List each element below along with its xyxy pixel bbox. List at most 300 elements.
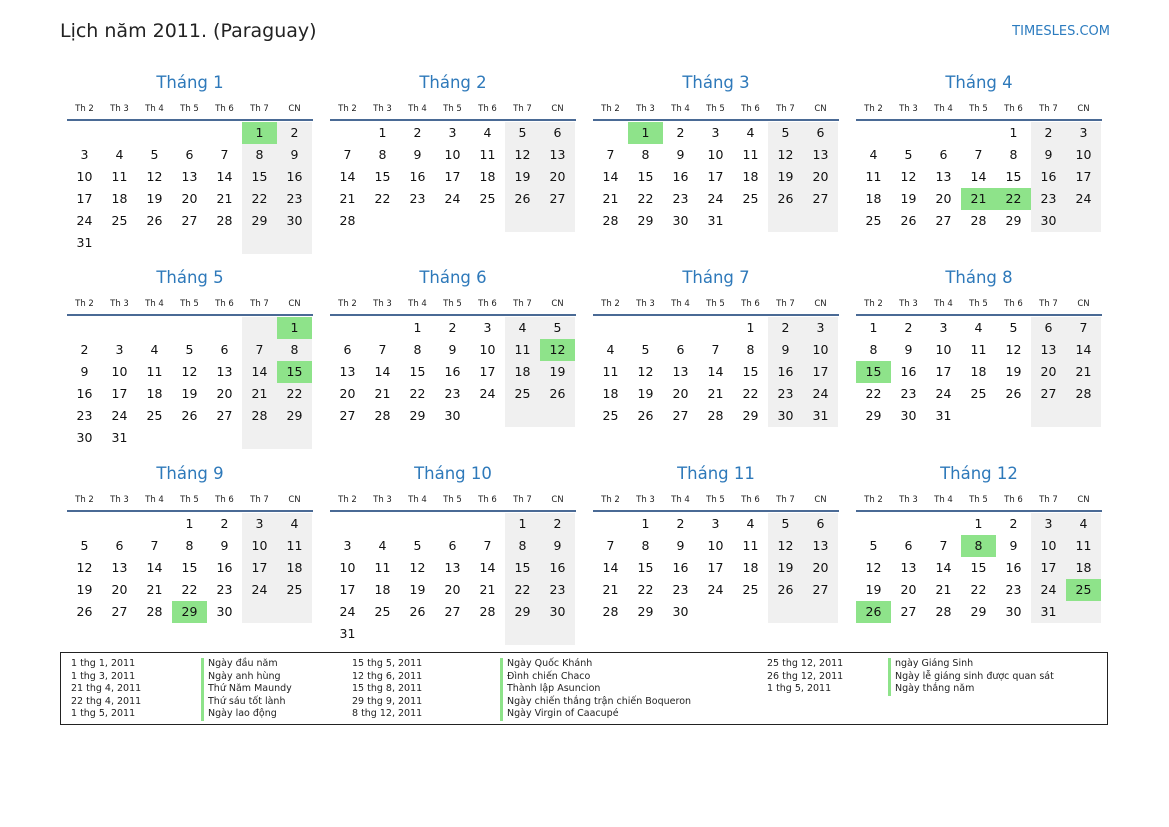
month-2 (330, 72, 576, 232)
day-cell: 25 (970, 386, 987, 401)
empty-cell (435, 210, 470, 232)
day-cell: 15 (1005, 169, 1022, 184)
day-cell: 13 (935, 169, 952, 184)
day-cell: 6 (185, 147, 194, 162)
weekday-label: Th 5 (180, 104, 199, 114)
weekday-label: Th 7 (776, 495, 795, 505)
weekday-label: CN (551, 104, 564, 114)
weekday-label: Th 7 (513, 104, 532, 114)
month-title: Tháng 4 (945, 73, 1013, 92)
day-cell: 18 (1066, 557, 1101, 579)
day-cell: 28 (707, 408, 724, 423)
day-cell: 21 (146, 582, 163, 597)
day-cell: 25 (742, 191, 759, 206)
day-cell: 30 (672, 604, 689, 619)
weekday-label: Th 4 (145, 299, 164, 309)
weekday-label: Th 7 (1039, 299, 1058, 309)
weekday-label: Th 3 (373, 299, 392, 309)
empty-cell (137, 317, 172, 339)
empty-cell (470, 513, 505, 535)
day-cell: 30 (900, 408, 917, 423)
day-cell: 22 (865, 386, 882, 401)
month-11 (593, 463, 839, 623)
empty-cell (172, 232, 207, 254)
legend-names-col-2 (500, 658, 691, 721)
day-cell: 9 (676, 538, 685, 553)
day-cell: 22 (505, 579, 540, 601)
day-cell: 10 (339, 560, 356, 575)
empty-cell (768, 601, 803, 623)
empty-cell (856, 122, 891, 144)
day-cell: 9 (904, 342, 913, 357)
day-cell: 5 (641, 342, 650, 357)
day-cell: 30 (216, 604, 233, 619)
weekday-label: CN (288, 495, 301, 505)
day-cell: 12 (146, 169, 163, 184)
day-cell: 3 (242, 513, 277, 535)
weekday-label: Th 7 (250, 299, 269, 309)
day-grid (330, 316, 575, 427)
page-title: Lịch năm 2011. (Paraguay) (60, 20, 317, 42)
empty-cell (365, 210, 400, 232)
day-cell: 21 (479, 582, 496, 597)
weekday-label: Th 7 (250, 495, 269, 505)
day-cell: 31 (76, 235, 93, 250)
weekday-header (593, 493, 839, 512)
day-grid (856, 121, 1101, 232)
empty-cell (470, 210, 505, 232)
weekday-header (856, 493, 1102, 512)
day-cell: 5 (413, 538, 422, 553)
day-cell: 2 (220, 516, 229, 531)
day-cell: 20 (181, 191, 198, 206)
day-cell: 19 (768, 557, 803, 579)
day-cell: 6 (220, 342, 229, 357)
day-cell: 25 (146, 408, 163, 423)
day-cell: 8 (413, 342, 422, 357)
day-grid (593, 316, 838, 427)
day-cell: 22 (374, 191, 391, 206)
weekday-label: Th 4 (408, 104, 427, 114)
day-cell: 1 (378, 125, 387, 140)
day-cell: 30 (76, 430, 93, 445)
day-cell: 18 (742, 169, 759, 184)
weekday-label: Th 5 (180, 495, 199, 505)
day-cell: 10 (707, 147, 724, 162)
weekday-label: Th 2 (864, 299, 883, 309)
day-cell: 12 (900, 169, 917, 184)
month-title: Tháng 1 (156, 73, 224, 92)
month-title: Tháng 10 (414, 464, 492, 483)
weekday-label: Th 6 (215, 104, 234, 114)
day-cell: 11 (374, 560, 391, 575)
holiday-name: Ngày lễ giáng sinh được quan sát (888, 671, 1054, 684)
day-cell: 7 (378, 342, 387, 357)
day-cell: 4 (505, 317, 540, 339)
empty-cell (242, 601, 277, 623)
weekday-label: CN (814, 299, 827, 309)
weekday-label: Th 6 (741, 495, 760, 505)
day-cell: 27 (111, 604, 128, 619)
empty-cell (1031, 405, 1066, 427)
day-cell: 5 (80, 538, 89, 553)
day-cell: 2 (1009, 516, 1018, 531)
day-cell: 15 (856, 361, 891, 383)
day-cell: 8 (641, 538, 650, 553)
day-cell: 4 (746, 516, 755, 531)
day-cell: 23 (672, 582, 689, 597)
day-cell: 18 (865, 191, 882, 206)
month-title: Tháng 5 (156, 268, 224, 287)
day-cell: 28 (146, 604, 163, 619)
day-cell: 26 (768, 579, 803, 601)
empty-cell (277, 427, 312, 449)
day-cell: 22 (637, 191, 654, 206)
day-cell: 18 (146, 386, 163, 401)
weekday-header (593, 102, 839, 121)
day-cell: 1 (869, 320, 878, 335)
day-cell: 7 (711, 342, 720, 357)
empty-cell (242, 317, 277, 339)
day-cell: 30 (540, 601, 575, 623)
empty-cell (926, 122, 961, 144)
weekday-header (67, 493, 313, 512)
day-cell: 1 (505, 513, 540, 535)
day-cell: 14 (242, 361, 277, 383)
day-cell: 6 (540, 122, 575, 144)
weekday-label: Th 4 (671, 299, 690, 309)
holiday-name: Ngày lao động (201, 708, 292, 721)
day-cell: 21 (374, 386, 391, 401)
month-5 (67, 267, 313, 449)
day-grid (330, 512, 575, 645)
empty-cell (540, 623, 575, 645)
day-cell: 24 (1066, 188, 1101, 210)
day-cell: 10 (76, 169, 93, 184)
empty-cell (137, 427, 172, 449)
weekday-label: CN (1077, 104, 1090, 114)
weekday-label: Th 2 (75, 299, 94, 309)
day-cell: 25 (505, 383, 540, 405)
day-cell: 25 (865, 213, 882, 228)
holiday-date: 25 thg 12, 2011 (767, 658, 844, 669)
empty-cell (137, 122, 172, 144)
weekday-label: Th 3 (110, 299, 129, 309)
day-cell: 3 (939, 320, 948, 335)
day-cell: 19 (76, 582, 93, 597)
weekday-label: CN (1077, 495, 1090, 505)
day-cell: 13 (339, 364, 356, 379)
day-cell: 14 (1066, 339, 1101, 361)
day-cell: 28 (935, 604, 952, 619)
weekday-label: Th 5 (443, 495, 462, 505)
day-cell: 24 (935, 386, 952, 401)
month-1 (67, 72, 313, 254)
day-cell: 16 (277, 166, 312, 188)
day-cell: 15 (970, 560, 987, 575)
day-cell: 10 (444, 147, 461, 162)
weekday-label: Th 5 (969, 104, 988, 114)
day-cell: 12 (76, 560, 93, 575)
day-cell: 25 (111, 213, 128, 228)
holiday-name: Ngày đầu năm (201, 658, 292, 671)
day-cell: 27 (1031, 383, 1066, 405)
day-cell: 1 (1009, 125, 1018, 140)
day-cell: 30 (444, 408, 461, 423)
day-cell: 6 (115, 538, 124, 553)
day-cell: 16 (409, 169, 426, 184)
day-cell: 29 (637, 604, 654, 619)
day-cell: 11 (742, 147, 759, 162)
day-cell: 4 (150, 342, 159, 357)
empty-cell (435, 623, 470, 645)
empty-cell (891, 122, 926, 144)
day-cell: 26 (856, 601, 891, 623)
day-cell: 1 (628, 122, 663, 144)
empty-cell (961, 122, 996, 144)
day-cell: 27 (803, 579, 838, 601)
day-cell: 3 (711, 516, 720, 531)
empty-cell (330, 317, 365, 339)
weekday-label: CN (288, 104, 301, 114)
day-cell: 16 (540, 557, 575, 579)
empty-cell (400, 623, 435, 645)
weekday-label: Th 5 (180, 299, 199, 309)
weekday-label: Th 5 (706, 495, 725, 505)
day-cell: 28 (602, 604, 619, 619)
day-cell: 17 (707, 560, 724, 575)
day-cell: 1 (413, 320, 422, 335)
day-cell: 17 (803, 361, 838, 383)
empty-cell (698, 317, 733, 339)
day-cell: 21 (707, 386, 724, 401)
day-cell: 21 (602, 582, 619, 597)
holiday-name: Ngày chiến thắng trận chiến Boqueron (500, 696, 691, 709)
day-cell: 12 (540, 339, 575, 361)
day-cell: 2 (676, 125, 685, 140)
legend-dates-col-3 (767, 658, 843, 696)
day-cell: 22 (996, 188, 1031, 210)
day-cell: 29 (277, 405, 312, 427)
empty-cell (470, 623, 505, 645)
day-cell: 11 (865, 169, 882, 184)
weekday-label: Th 2 (864, 104, 883, 114)
day-cell: 23 (672, 191, 689, 206)
site-link[interactable]: TIMESLES.COM (1012, 24, 1110, 39)
day-cell: 12 (1005, 342, 1022, 357)
empty-cell (540, 405, 575, 427)
day-cell: 8 (277, 339, 312, 361)
day-cell: 1 (974, 516, 983, 531)
day-cell: 28 (602, 213, 619, 228)
day-cell: 14 (602, 169, 619, 184)
day-cell: 31 (935, 408, 952, 423)
day-cell: 20 (111, 582, 128, 597)
day-cell: 16 (672, 169, 689, 184)
weekday-label: Th 4 (671, 104, 690, 114)
day-cell: 17 (935, 364, 952, 379)
weekday-label: Th 3 (110, 495, 129, 505)
weekday-label: Th 4 (145, 104, 164, 114)
month-title: Tháng 12 (940, 464, 1018, 483)
day-cell: 22 (181, 582, 198, 597)
holiday-date: 15 thg 5, 2011 (352, 658, 423, 669)
holiday-name: Thứ Năm Maundy (201, 683, 292, 696)
empty-cell (137, 513, 172, 535)
month-12 (856, 463, 1102, 623)
day-cell: 18 (742, 560, 759, 575)
empty-cell (593, 513, 628, 535)
weekday-label: Th 6 (478, 495, 497, 505)
day-cell: 24 (707, 582, 724, 597)
day-cell: 17 (111, 386, 128, 401)
day-cell: 21 (242, 383, 277, 405)
weekday-label: CN (814, 495, 827, 505)
day-cell: 6 (343, 342, 352, 357)
weekday-label: Th 6 (1004, 104, 1023, 114)
day-cell: 1 (746, 320, 755, 335)
day-cell: 20 (803, 166, 838, 188)
empty-cell (1066, 405, 1101, 427)
weekday-label: CN (814, 104, 827, 114)
weekday-label: Th 4 (934, 104, 953, 114)
empty-cell (102, 122, 137, 144)
weekday-label: Th 3 (373, 495, 392, 505)
day-cell: 1 (641, 516, 650, 531)
day-cell: 9 (1009, 538, 1018, 553)
holiday-date: 12 thg 6, 2011 (352, 670, 423, 682)
day-cell: 13 (540, 144, 575, 166)
weekday-label: Th 3 (899, 495, 918, 505)
day-cell: 25 (277, 579, 312, 601)
month-7 (593, 267, 839, 427)
day-cell: 2 (1031, 122, 1066, 144)
day-cell: 2 (676, 516, 685, 531)
weekday-label: Th 2 (338, 299, 357, 309)
day-cell: 19 (409, 582, 426, 597)
day-cell: 25 (479, 191, 496, 206)
empty-cell (207, 317, 242, 339)
day-cell: 24 (444, 191, 461, 206)
day-cell: 23 (409, 191, 426, 206)
day-cell: 9 (540, 535, 575, 557)
day-cell: 6 (904, 538, 913, 553)
day-cell: 10 (1066, 144, 1101, 166)
month-title: Tháng 3 (682, 73, 750, 92)
day-cell: 28 (970, 213, 987, 228)
weekday-label: CN (551, 299, 564, 309)
weekday-label: Th 6 (478, 104, 497, 114)
day-cell: 4 (869, 147, 878, 162)
day-cell: 2 (277, 122, 312, 144)
month-4 (856, 72, 1102, 232)
day-cell: 17 (707, 169, 724, 184)
holiday-legend (60, 652, 1108, 725)
day-cell: 23 (444, 386, 461, 401)
day-cell: 22 (242, 188, 277, 210)
day-cell: 5 (1009, 320, 1018, 335)
day-cell: 3 (343, 538, 352, 553)
empty-cell (803, 210, 838, 232)
day-cell: 14 (216, 169, 233, 184)
day-cell: 31 (1031, 601, 1066, 623)
day-cell: 13 (803, 144, 838, 166)
empty-cell (277, 232, 312, 254)
day-cell: 28 (339, 213, 356, 228)
day-cell: 20 (803, 557, 838, 579)
month-9 (67, 463, 313, 623)
weekday-label: Th 6 (215, 495, 234, 505)
day-cell: 16 (444, 364, 461, 379)
weekday-label: Th 3 (899, 104, 918, 114)
weekday-label: Th 4 (671, 495, 690, 505)
weekday-label: Th 7 (776, 104, 795, 114)
day-cell: 9 (220, 538, 229, 553)
day-cell: 7 (606, 538, 615, 553)
day-cell: 8 (1009, 147, 1018, 162)
day-cell: 29 (970, 604, 987, 619)
day-grid (67, 121, 312, 254)
holiday-name: Đình chiến Chaco (500, 671, 691, 684)
day-cell: 11 (479, 147, 496, 162)
day-cell: 25 (374, 604, 391, 619)
day-cell: 31 (803, 405, 838, 427)
day-cell: 19 (540, 361, 575, 383)
day-cell: 28 (1066, 383, 1101, 405)
holiday-name: Thành lập Asuncion (500, 683, 691, 696)
weekday-label: Th 4 (408, 495, 427, 505)
day-cell: 31 (111, 430, 128, 445)
empty-cell (137, 232, 172, 254)
empty-cell (628, 317, 663, 339)
day-cell: 29 (505, 601, 540, 623)
day-cell: 30 (768, 405, 803, 427)
weekday-label: Th 3 (373, 104, 392, 114)
weekday-header (856, 297, 1102, 316)
empty-cell (102, 317, 137, 339)
day-cell: 9 (676, 147, 685, 162)
day-cell: 10 (479, 342, 496, 357)
weekday-label: Th 6 (1004, 495, 1023, 505)
day-cell: 29 (742, 408, 759, 423)
holiday-date: 8 thg 12, 2011 (352, 708, 423, 720)
day-cell: 3 (803, 317, 838, 339)
weekday-label: Th 5 (443, 299, 462, 309)
day-cell: 22 (409, 386, 426, 401)
day-cell: 19 (146, 191, 163, 206)
weekday-label: CN (551, 495, 564, 505)
day-cell: 26 (540, 383, 575, 405)
holiday-date: 1 thg 3, 2011 (71, 670, 136, 682)
holiday-name: ngày Giáng Sinh (888, 658, 1054, 671)
day-cell: 12 (409, 560, 426, 575)
weekday-label: Th 6 (741, 299, 760, 309)
day-cell: 19 (900, 191, 917, 206)
day-cell: 5 (869, 538, 878, 553)
day-cell: 9 (768, 339, 803, 361)
weekday-label: Th 5 (706, 299, 725, 309)
day-cell: 14 (146, 560, 163, 575)
day-cell: 20 (935, 191, 952, 206)
month-title: Tháng 7 (682, 268, 750, 287)
day-cell: 14 (602, 560, 619, 575)
month-title: Tháng 9 (156, 464, 224, 483)
day-cell: 25 (1066, 579, 1101, 601)
day-cell: 18 (479, 169, 496, 184)
day-cell: 11 (146, 364, 163, 379)
day-cell: 8 (505, 535, 540, 557)
weekday-label: Th 6 (1004, 299, 1023, 309)
